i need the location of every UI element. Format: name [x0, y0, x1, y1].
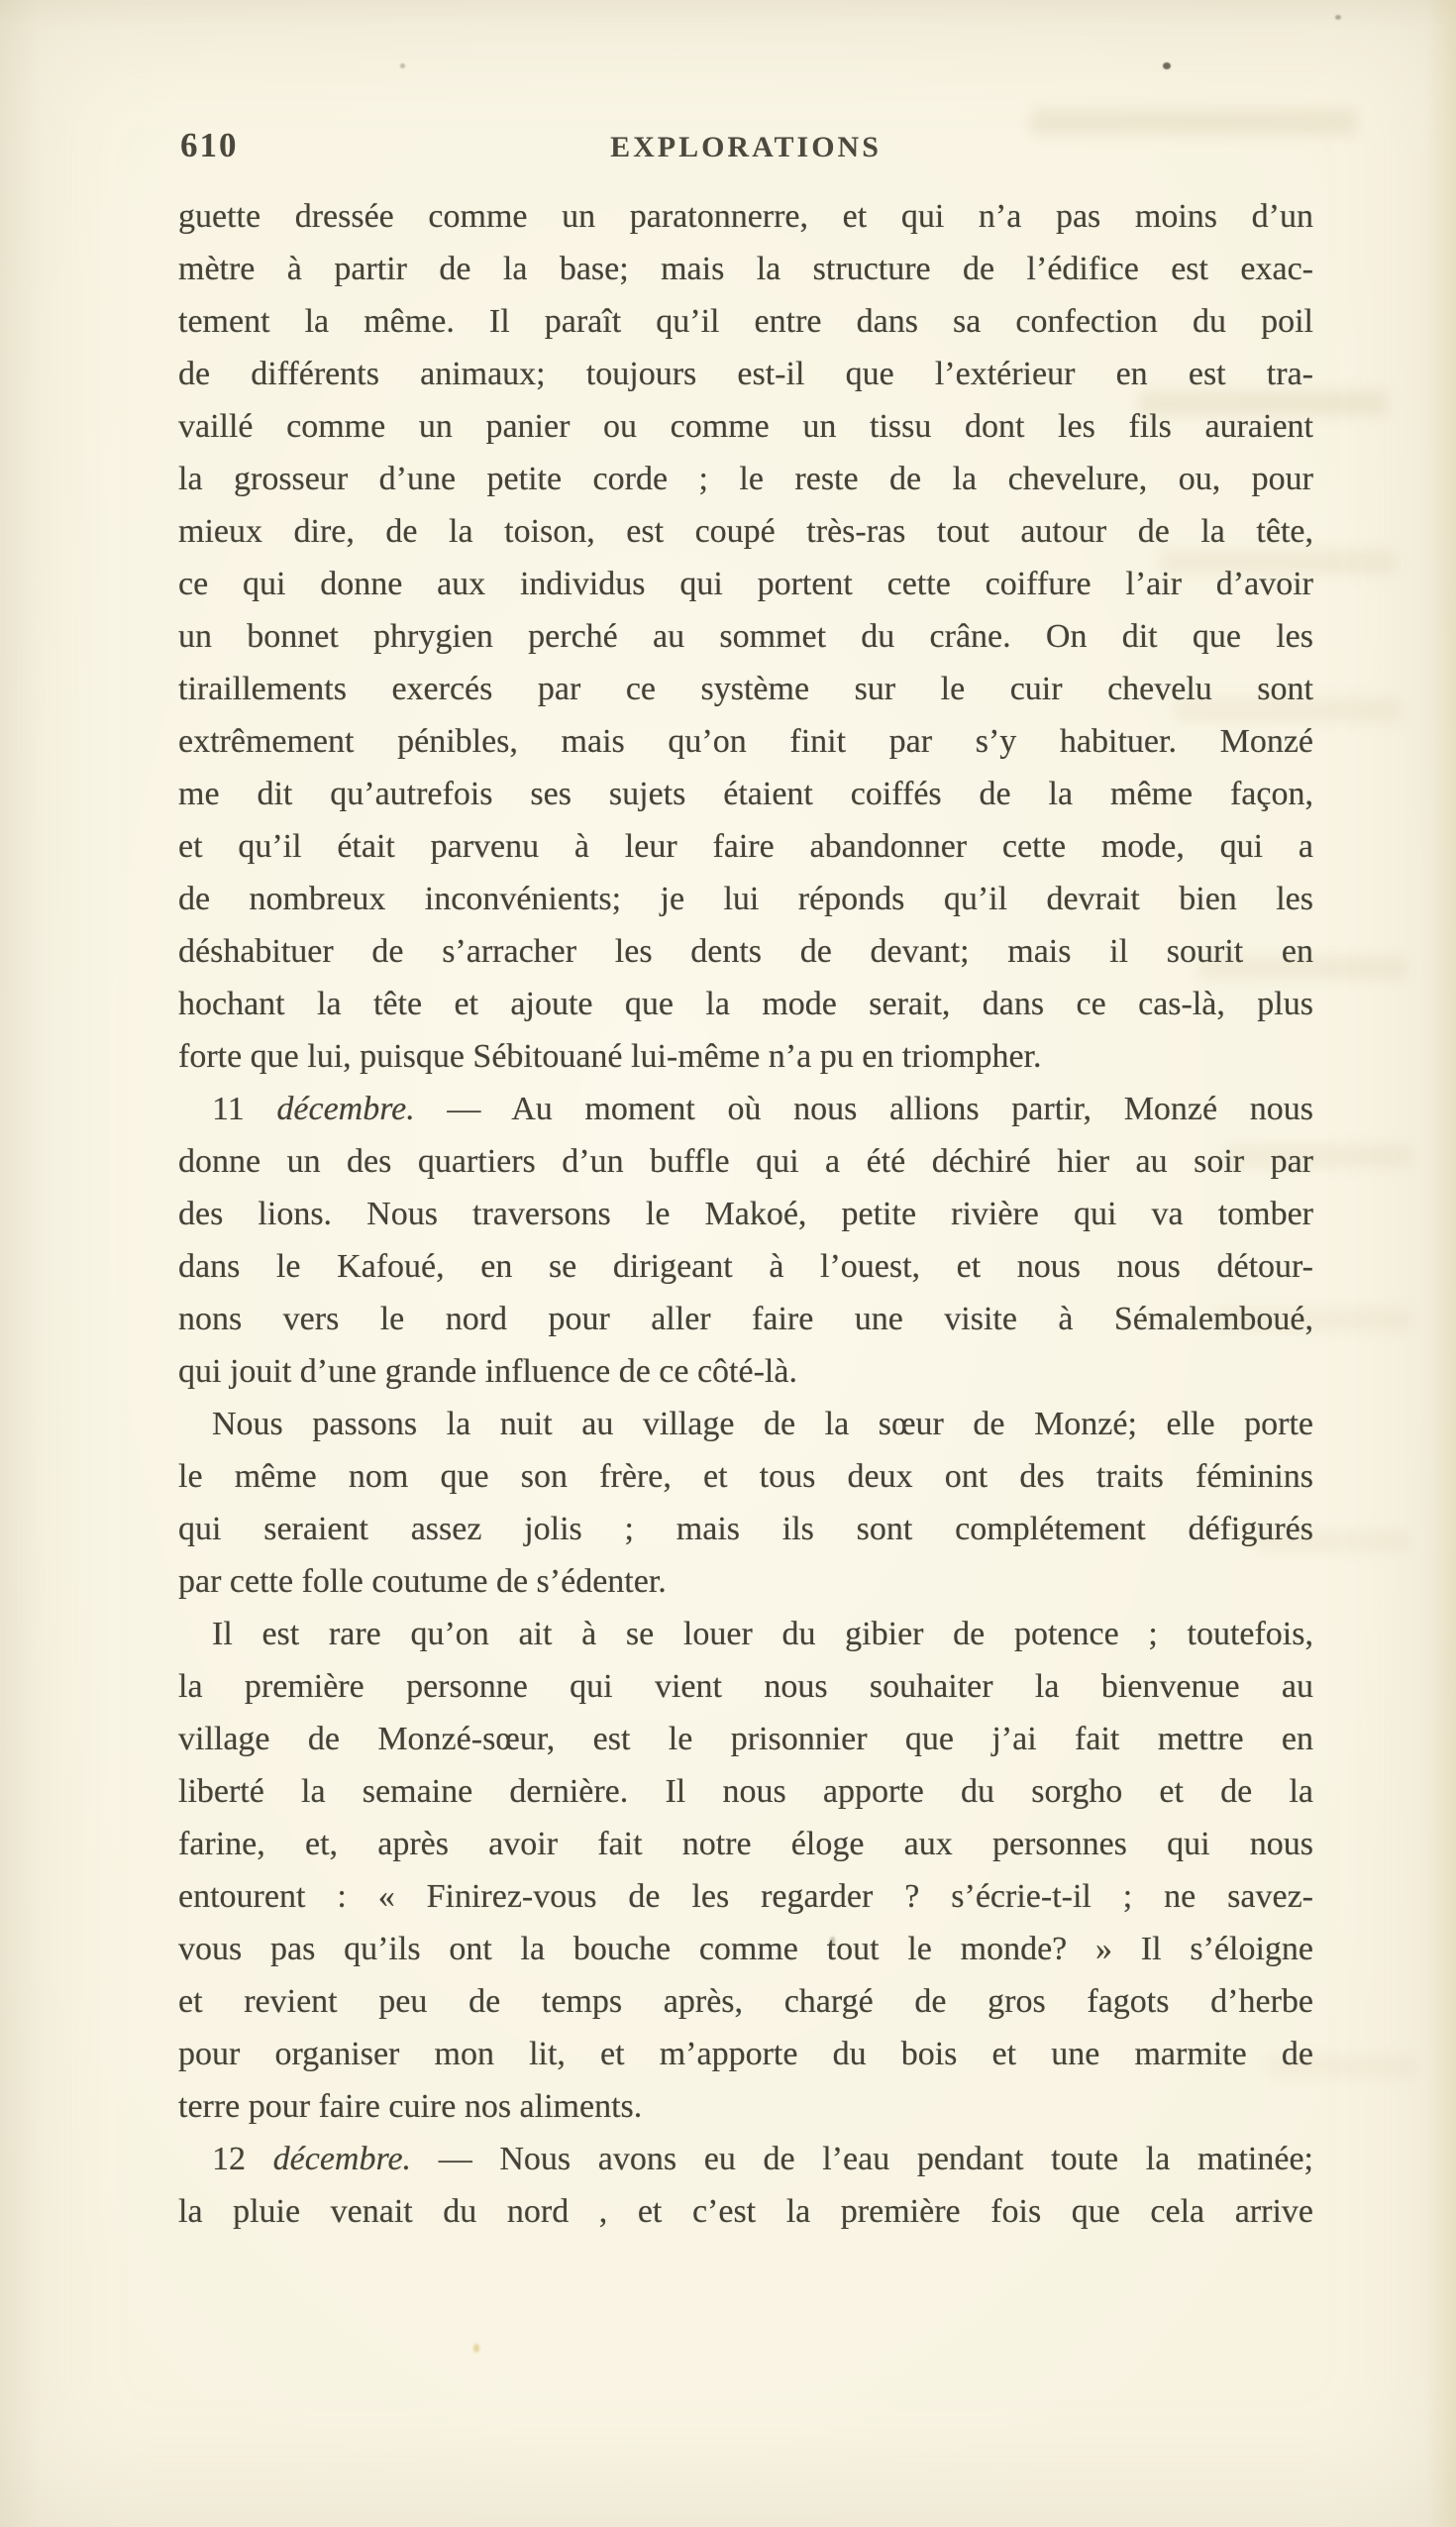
text-line: me dit qu’autrefois ses sujets étaient coiffés de la même façon,	[178, 776, 1313, 812]
text-line: la grosseur d’une petite corde ; le reste de la chevelure, ou, pour	[178, 461, 1313, 497]
text-line: de nombreux inconvénients; je lui réponds qu’il devrait bien les	[178, 881, 1313, 917]
text-line: le même nom que son frère, et tous deux ont des traits féminins	[178, 1458, 1313, 1495]
text-line: tiraillements exercés par ce système sur le cuir chevelu sont	[178, 671, 1313, 707]
text-line: et revient peu de temps après, chargé de gros fagots d’herbe	[178, 1983, 1313, 2020]
page-header	[178, 123, 1313, 168]
text-line: donne un des quartiers d’un buffle qui a été déchiré hier au soir par	[178, 1143, 1313, 1180]
text-line: dans le Kafoué, en se dirigeant à l’ouest, et nous nous détour-	[178, 1248, 1313, 1285]
text-line: liberté la semaine dernière. Il nous apporte du sorgho et de la	[178, 1773, 1313, 1810]
text-line: ce qui donne aux individus qui portent cette coiffure l’air d’avoir	[178, 566, 1313, 602]
text-line: hochant la tête et ajoute que la mode serait, dans ce cas-là, plus	[178, 986, 1313, 1022]
text-line	[178, 2133, 1313, 2185]
text-line: qui jouit d’une grande influence de ce côté-là.	[178, 1353, 797, 1390]
text-line: guette dressée comme un paratonnerre, et qui n’a pas moins d’un	[178, 198, 1313, 235]
text-line: terre pour faire cuire nos aliments.	[178, 2088, 643, 2125]
text-line: tement la même. Il paraît qu’il entre dans sa confection du poil	[178, 303, 1313, 340]
text-line: et qu’il était parvenu à leur faire abandonner cette mode, qui a	[178, 828, 1313, 865]
text-line: pour organiser mon lit, et m’apporte du bois et une marmite de	[178, 2036, 1313, 2072]
ink-speck	[1335, 15, 1341, 20]
text-line: qui seraient assez jolis ; mais ils sont complétement défigurés	[178, 1511, 1313, 1547]
text-line: des lions. Nous traversons le Makoé, petite rivière qui va tomber	[178, 1196, 1313, 1232]
text-line: village de Monzé-sœur, est le prisonnier que j’ai fait mettre en	[178, 1721, 1313, 1757]
ink-speck	[400, 63, 405, 68]
text-line: forte que lui, puisque Sébitouané lui-même n’a pu en triompher.	[178, 1038, 1042, 1075]
text-line	[178, 1083, 1313, 1135]
text-block	[178, 190, 1313, 2238]
text-line: entourent : « Finirez-vous de les regarder ? s’écrie-t-il ; ne savez-	[178, 1878, 1313, 1915]
running-title: EXPLORATIONS	[610, 131, 882, 163]
text-line: Nous passons la nuit au village de la sœur de Monzé; elle porte	[212, 1406, 1313, 1442]
page-number: 610	[180, 126, 239, 164]
text-segment: — Nous avons eu de l’eau pendant toute la matinée;	[411, 2141, 1313, 2177]
text-segment: 11	[212, 1091, 277, 1127]
text-line: la pluie venait du nord , et c’est la première fois que cela arrive	[178, 2193, 1313, 2230]
italic-date-text: décembre.	[272, 2141, 412, 2177]
text-line: la première personne qui vient nous souhaiter la bienvenue au	[178, 1668, 1313, 1705]
text-line: Il est rare qu’on ait à se louer du gibier de potence ; toutefois,	[212, 1616, 1313, 1652]
ink-speck	[473, 2344, 479, 2353]
text-line: mieux dire, de la toison, est coupé très-ras tout autour de la tête,	[178, 513, 1313, 550]
text-line: farine, et, après avoir fait notre éloge aux personnes qui nous	[178, 1826, 1313, 1862]
text-line: par cette folle coutume de s’édenter.	[178, 1563, 667, 1600]
text-segment: — Au moment où nous allions partir, Monzé nous	[414, 1091, 1313, 1127]
text-line: vous pas qu’ils ont la bouche comme tout le monde? » Il s’éloigne	[178, 1931, 1313, 1967]
italic-date-text: décembre.	[276, 1091, 415, 1127]
text-line: mètre à partir de la base; mais la structure de l’édifice est exac-	[178, 251, 1313, 287]
text-line: nons vers le nord pour aller faire une visite à Sémalemboué,	[178, 1301, 1313, 1337]
text-line: de différents animaux; toujours est-il que l’extérieur en est tra-	[178, 356, 1313, 392]
ink-speck	[1163, 62, 1171, 69]
text-line: vaillé comme un panier ou comme un tissu dont les fils auraient	[178, 408, 1313, 445]
text-line: déshabituer de s’arracher les dents de devant; mais il sourit en	[178, 933, 1313, 970]
text-line: un bonnet phrygien perché au sommet du crâne. On dit que les	[178, 618, 1313, 655]
text-line: extrêmement pénibles, mais qu’on finit par s’y habituer. Monzé	[178, 723, 1313, 760]
text-segment: 12	[212, 2141, 273, 2177]
